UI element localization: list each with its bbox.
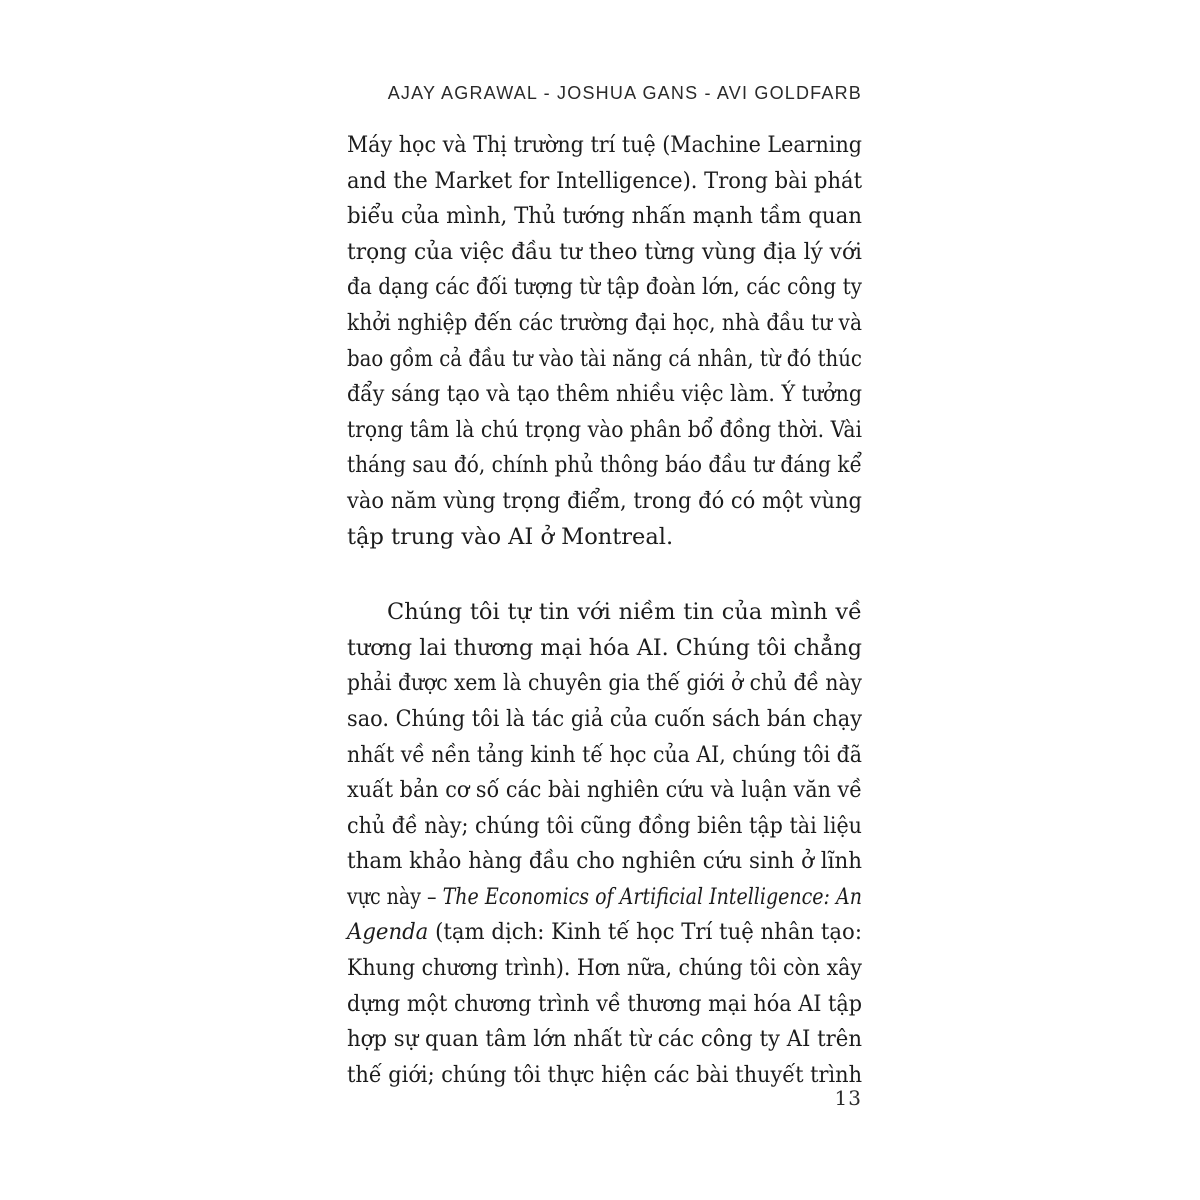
paragraph-2: [347, 595, 862, 1093]
text-line: chủ đề này; chúng tôi cũng đồng biên tập tài liệu: [347, 812, 862, 839]
text-line: tập trung vào AI ở Montreal.: [347, 523, 674, 550]
book-title-italic: Agenda: [347, 919, 429, 946]
paragraph-gap: [347, 555, 862, 595]
text-line: biểu của mình, Thủ tướng nhấn mạnh tầm quan: [347, 203, 863, 230]
page-number: 13: [834, 1086, 862, 1110]
text-line: sao. Chúng tôi là tác giả của cuốn sách bán chạy: [347, 705, 862, 732]
text-line: dựng một chương trình về thương mại hóa AI tập: [347, 990, 862, 1017]
text-line: tháng sau đó, chính phủ thông báo đầu tư đáng kể: [347, 452, 862, 479]
text-line: trọng tâm là chú trọng vào phân bổ đồng thời. Vài: [347, 416, 863, 443]
text-line: Chúng tôi tự tin với niềm tin của mình về: [387, 599, 862, 626]
text-line: nhất về nền tảng kinh tế học của AI, chúng tôi đã: [347, 741, 863, 768]
text-line: thế giới; chúng tôi thực hiện các bài thuyết trình: [347, 1061, 863, 1088]
text-line: đẩy sáng tạo và tạo thêm nhiều việc làm. Ý tưởng: [347, 381, 863, 408]
paragraph-1: [347, 128, 862, 555]
text-line: tham khảo hàng đầu cho nghiên cứu sinh ở lĩnh: [347, 848, 862, 875]
text-line: phải được xem là chuyên gia thế giới ở chủ đề này: [347, 670, 862, 697]
text-line-with-italic: [347, 880, 862, 916]
running-header: AJAY AGRAWAL - JOSHUA GANS - AVI GOLDFARB: [387, 83, 862, 103]
text-line: tương lai thương mại hóa AI. Chúng tôi chẳng: [347, 634, 863, 661]
text-line: Khung chương trình). Hơn nữa, chúng tôi còn xây: [347, 955, 863, 982]
text-run: (tạm dịch: Kinh tế học Trí tuệ nhân tạo:: [428, 919, 862, 946]
text-line: vào năm vùng trọng điểm, trong đó có một vùng: [347, 487, 862, 514]
text-line: hợp sự quan tâm lớn nhất từ các công ty AI trên: [347, 1026, 863, 1053]
text-line: đa dạng các đối tượng từ tập đoàn lớn, các công ty: [347, 274, 862, 301]
text-line: bao gồm cả đầu tư vào tài năng cá nhân, từ đó thúc: [347, 345, 862, 372]
text-line: khởi nghiệp đến các trường đại học, nhà đầu tư và: [347, 309, 862, 336]
text-line: xuất bản cơ số các bài nghiên cứu và luận văn về: [347, 777, 863, 804]
text-line: trọng của việc đầu tư theo từng vùng địa lý với: [347, 238, 862, 265]
text-line-with-italic: [347, 915, 862, 951]
body-text: [347, 128, 862, 1093]
text-line: and the Market for Intelligence). Trong bài phát: [347, 167, 863, 194]
text-line: Máy học và Thị trường trí tuệ (Machine Learning: [347, 132, 862, 158]
text-run: vực này –: [347, 883, 443, 910]
book-title-italic: The Economics of Artificial Intelligence: An: [442, 883, 862, 910]
